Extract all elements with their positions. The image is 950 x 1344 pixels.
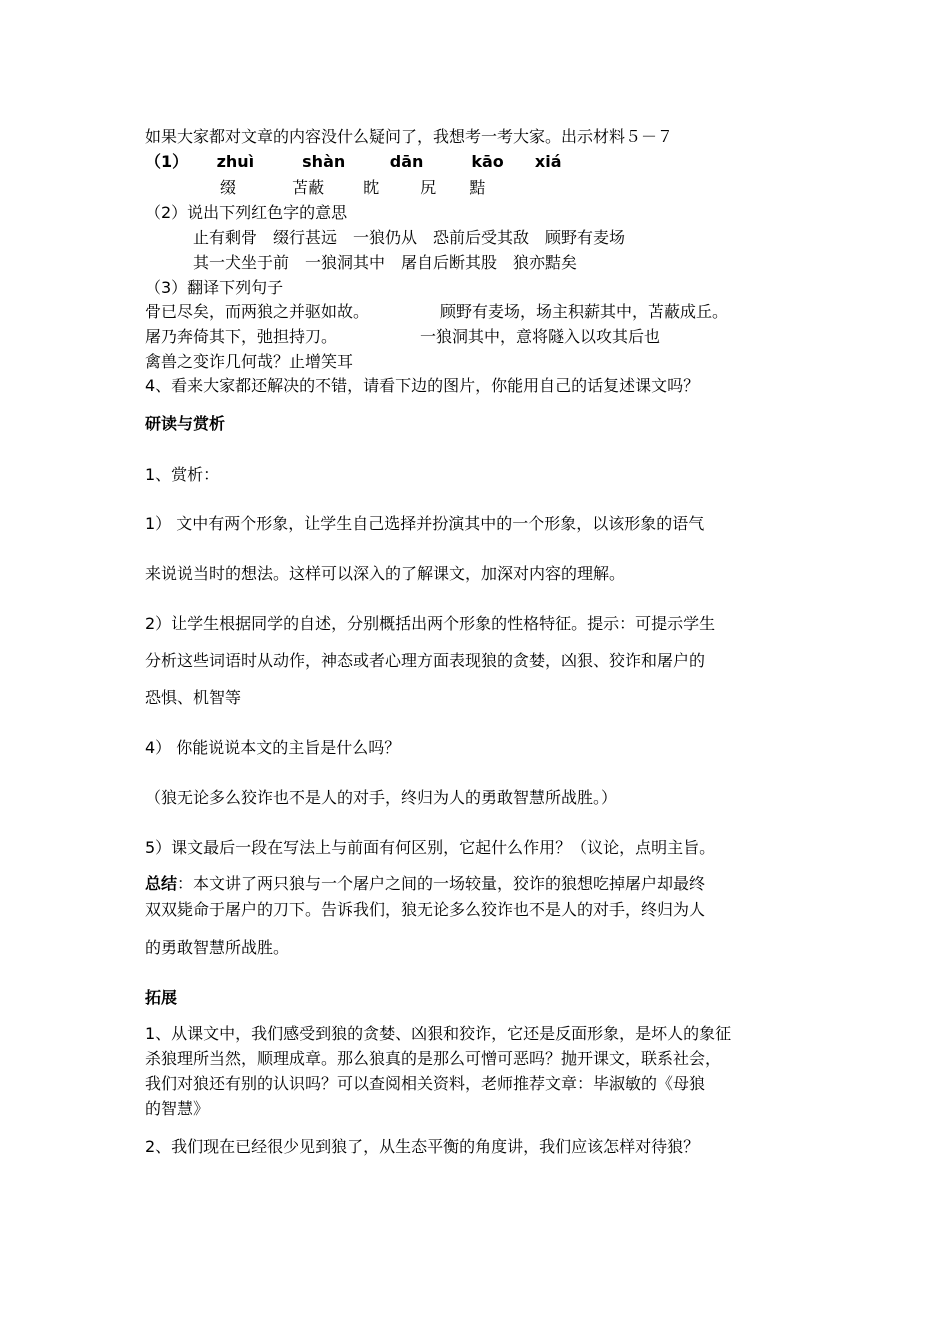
q3-sentence-2a: 屠乃奔倚其下，弛担持刀。 — [145, 327, 338, 346]
study-p4-answer: （狼无论多么狡诈也不是人的对手，终归为人的勇敢智慧所战胜。） — [145, 788, 618, 807]
q3-sentence-2b: 一狼洞其中，意将隧入以攻其后也 — [420, 327, 661, 346]
study-p1a: 1） 文中有两个形象，让学生自己选择并扮演其中的一个形象，以该形象的语气 — [145, 514, 705, 533]
summary-line-1 — [145, 874, 705, 894]
char-1: 缀 — [220, 178, 237, 197]
study-p4: 4） 你能说说本文的主旨是什么吗？ — [145, 738, 401, 757]
q2-row1: 止有剩骨 缀行甚远 一狼仍从 恐前后受其敌 顾野有麦场 — [193, 228, 626, 247]
study-p2b: 分析这些词语时从动作，神态或者心理方面表现狼的贪婪，凶狠、狡诈和屠户的 — [145, 651, 706, 670]
summary-line-3: 的勇敢智慧所战胜。 — [145, 938, 290, 957]
summary-text-a: ：本文讲了两只狼与一个屠户之间的一场较量，狡诈的狼想吃掉屠户却最终 — [177, 874, 706, 893]
appreciate-heading: 1、赏析： — [145, 465, 220, 484]
study-title: 研读与赏析 — [145, 414, 226, 433]
extend-e1d: 的智慧》 — [145, 1099, 210, 1118]
study-p2a: 2）让学生根据同学的自述，分别概括出两个形象的性格特征。提示：可提示学生 — [145, 614, 716, 633]
char-3: 眈 — [363, 178, 380, 197]
extend-e1c: 我们对狼还有别的认识吗？可以查阅相关资料，老师推荐文章：毕淑敏的《母狼 — [145, 1074, 706, 1093]
pinyin-1: zhuì — [216, 152, 255, 171]
extend-e2: 2、我们现在已经很少见到狼了，从生态平衡的角度讲，我们应该怎样对待狼？ — [145, 1137, 700, 1156]
q3-sentence-1b: 顾野有麦场，场主积薪其中，苫蔽成丘。 — [440, 302, 729, 321]
extend-e1a: 1、从课文中，我们感受到狼的贪婪、凶狠和狡诈，它还是反面形象，是坏人的象征 — [145, 1024, 732, 1043]
pinyin-5: xiá — [534, 152, 562, 171]
q1-pinyin-row — [145, 152, 562, 172]
q3-sentence-3: 禽兽之变诈几何哉？止增笑耳 — [145, 352, 354, 371]
char-2: 苫蔽 — [292, 178, 325, 197]
q1-label: （1） — [145, 152, 189, 171]
study-p5: 5）课文最后一段在写法上与前面有何区别，它起什么作用？（议论，点明主旨。 — [145, 838, 716, 857]
q2-row2: 其一犬坐于前 一狼洞其中 屠自后断其股 狼亦黠矣 — [193, 253, 578, 272]
study-p2c: 恐惧、机智等 — [145, 688, 242, 707]
extend-title: 拓展 — [145, 988, 178, 1007]
study-p1b: 来说说当时的想法。这样可以深入的了解课文，加深对内容的理解。 — [145, 564, 626, 583]
q2-label: （2）说出下列红色字的意思 — [145, 203, 348, 222]
summary-line-2: 双双毙命于屠户的刀下。告诉我们，狼无论多么狡诈也不是人的对手，终归为人 — [145, 900, 706, 919]
pinyin-2: shàn — [302, 152, 346, 171]
char-5: 黠 — [469, 178, 486, 197]
q3-label: （3）翻译下列句子 — [145, 278, 284, 297]
q1-chars-row — [220, 178, 485, 198]
pinyin-3: dān — [389, 152, 424, 171]
char-4: 尻 — [420, 178, 437, 197]
summary-label: 总结 — [145, 874, 178, 893]
q3-sentence-1a: 骨已尽矣，而两狼之并驱如故。 — [145, 302, 370, 321]
q4-line: 4、看来大家都还解决的不错，请看下边的图片，你能用自己的话复述课文吗？ — [145, 376, 700, 395]
extend-e1b: 杀狼理所当然，顺理成章。那么狼真的是那么可憎可恶吗？抛开课文，联系社会， — [145, 1049, 722, 1068]
intro-line: 如果大家都对文章的内容没什么疑问了，我想考一考大家。出示材料５－７ — [145, 127, 674, 146]
pinyin-4: kāo — [471, 152, 504, 171]
